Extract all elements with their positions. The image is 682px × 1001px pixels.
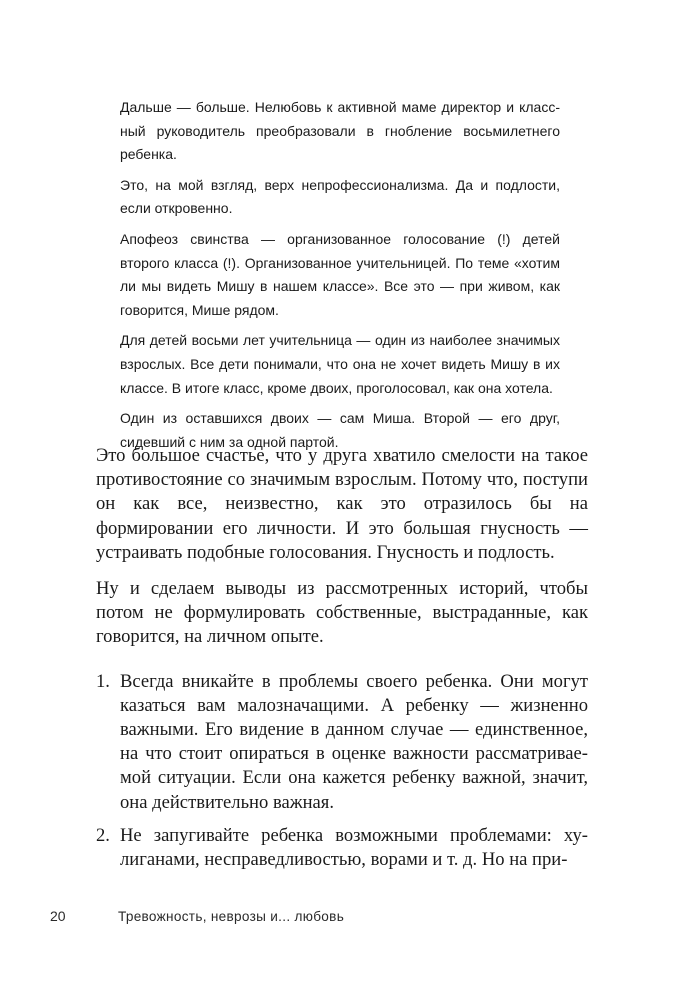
list-item-text: Не запугивайте ребенка возможными проблемами: хулиганами, несправедливостью, ворами и т. д. Но на при- xyxy=(120,824,588,871)
list-item-number: 2. xyxy=(96,824,110,846)
quoted-block xyxy=(120,96,560,461)
quote-paragraph-5: Один из оставшихся двоих — сам Миша. Второй — его друг, сидевший с ним за одной партой. xyxy=(120,410,560,450)
list-item xyxy=(96,824,588,872)
quote-paragraph-1: Дальше — больше. Нелюбовь к активной маме директор и классный руководитель преобразовали в гнобление восьмилетнего ребенка. xyxy=(120,99,560,163)
advice-list xyxy=(96,670,588,873)
list-item xyxy=(96,670,588,815)
quote-paragraph-4: Для детей восьми лет учительница — один из наиболее значимых взрослых. Все дети понимали, что она не хочет видеть Мишу в их классе. В итоге класс, кроме двоих, проголосовал, как она хотела. xyxy=(120,332,560,396)
body-paragraph-1: Это большое счастье, что у друга хватило смелости на такое противостояние со значимым взрослым. Потому что, поступи он как все, неизвестно, как это отразилось бы на формировании его личности. И это большая гнусность — устраивать подобные голосования. Гнусность и подлость. xyxy=(96,445,588,563)
main-text xyxy=(96,444,588,881)
running-title: Тревожность, неврозы и... любовь xyxy=(118,909,345,924)
body-paragraph-2: Ну и сделаем выводы из рассмотренных историй, чтобы потом не формулировать собственные, выстраданные, как говорится, на личном опыте. xyxy=(96,578,588,648)
list-item-number: 1. xyxy=(96,670,110,692)
quote-paragraph-2: Это, на мой взгляд, верх непрофессионализма. Да и подлости, если откровенно. xyxy=(120,176,560,217)
page-number: 20 xyxy=(50,908,66,924)
quote-paragraph-3: Апофеоз свинства — организованное голосование (!) детей второго класса (!). Организованное учительницей. По теме «хотим ли мы видеть Мишу в нашем классе». Все это — при живом, как говорится, Мише рядом. xyxy=(120,230,560,318)
list-item-text: Всегда вникайте в проблемы своего ребенка. Они могут казаться вам малозначащими. А ребенку — жизненно важными. Его видение в данном случае — единственное, на что стоит опираться в оценке важности рассматриваемой ситуации. Если она кажется ребенку важной, значит, она действительно важная. xyxy=(120,670,588,813)
